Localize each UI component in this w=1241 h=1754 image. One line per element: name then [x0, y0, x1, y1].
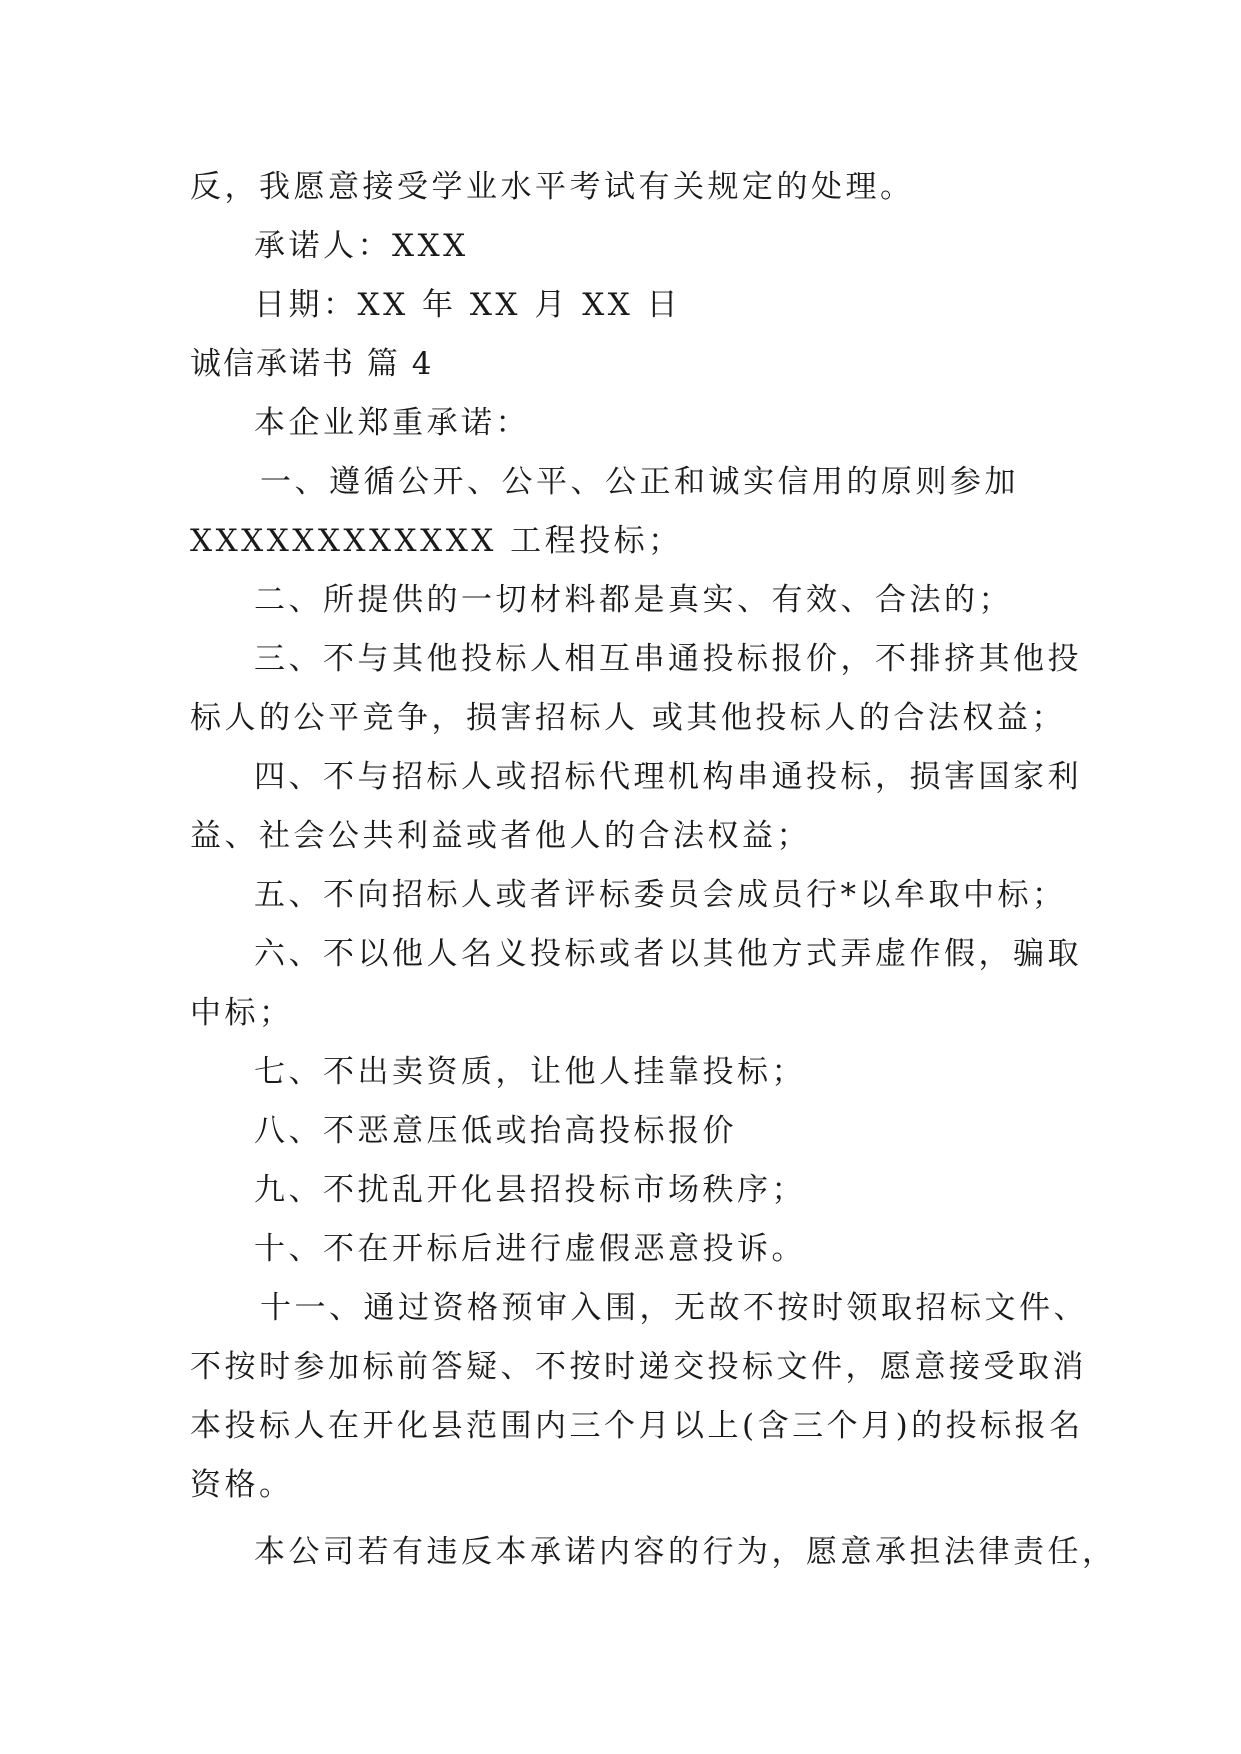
text-line: XXXXXXXXXXXX 工程投标；	[190, 523, 683, 559]
text-line: 一、遵循公开、公平、公正和诚实信用的原则参加	[260, 464, 1019, 500]
date-line: 日期：XX 年 XX 月 XX 日	[254, 287, 682, 323]
text-line: 九、不扰乱开化县招投标市场秩序；	[254, 1172, 806, 1208]
text-line: 中标；	[190, 995, 294, 1031]
text-line: 本公司若有违反本承诺内容的行为，愿意承担法律责任，	[254, 1534, 1117, 1570]
text-line: 本投标人在开化县范围内三个月以上(含三个月)的投标报名	[190, 1408, 1084, 1444]
section-heading: 诚信承诺书 篇 4	[190, 346, 434, 382]
text-line: 不按时参加标前答疑、不按时递交投标文件，愿意接受取消	[190, 1349, 1087, 1385]
text-line: 七、不出卖资质，让他人挂靠投标；	[254, 1054, 806, 1090]
signatory-line: 承诺人：XXX	[254, 228, 469, 264]
text-line: 四、不与招标人或招标代理机构串通投标，损害国家利	[254, 759, 1082, 795]
text-line: 六、不以他人名义投标或者以其他方式弄虚作假，骗取	[254, 936, 1082, 972]
text-line: 八、不恶意压低或抬高投标报价	[254, 1113, 737, 1149]
text-line: 二、所提供的一切材料都是真实、有效、合法的；	[254, 582, 1013, 618]
text-line: 本企业郑重承诺：	[254, 405, 530, 441]
text-line: 资格。	[190, 1467, 294, 1503]
text-line: 五、不向招标人或者评标委员会成员行*以牟取中标；	[254, 877, 1067, 913]
text-line: 反，我愿意接受学业水平考试有关规定的处理。	[190, 169, 915, 205]
text-line: 十一、通过资格预审入围，无故不按时领取招标文件、	[260, 1290, 1088, 1326]
text-line: 标人的公平竞争，损害招标人 或其他投标人的合法权益；	[190, 700, 1066, 736]
text-line: 益、社会公共利益或者他人的合法权益；	[190, 818, 811, 854]
text-line: 十、不在开标后进行虚假恶意投诉。	[254, 1231, 806, 1267]
text-line: 三、不与其他投标人相互串通投标报价，不排挤其他投	[254, 641, 1082, 677]
